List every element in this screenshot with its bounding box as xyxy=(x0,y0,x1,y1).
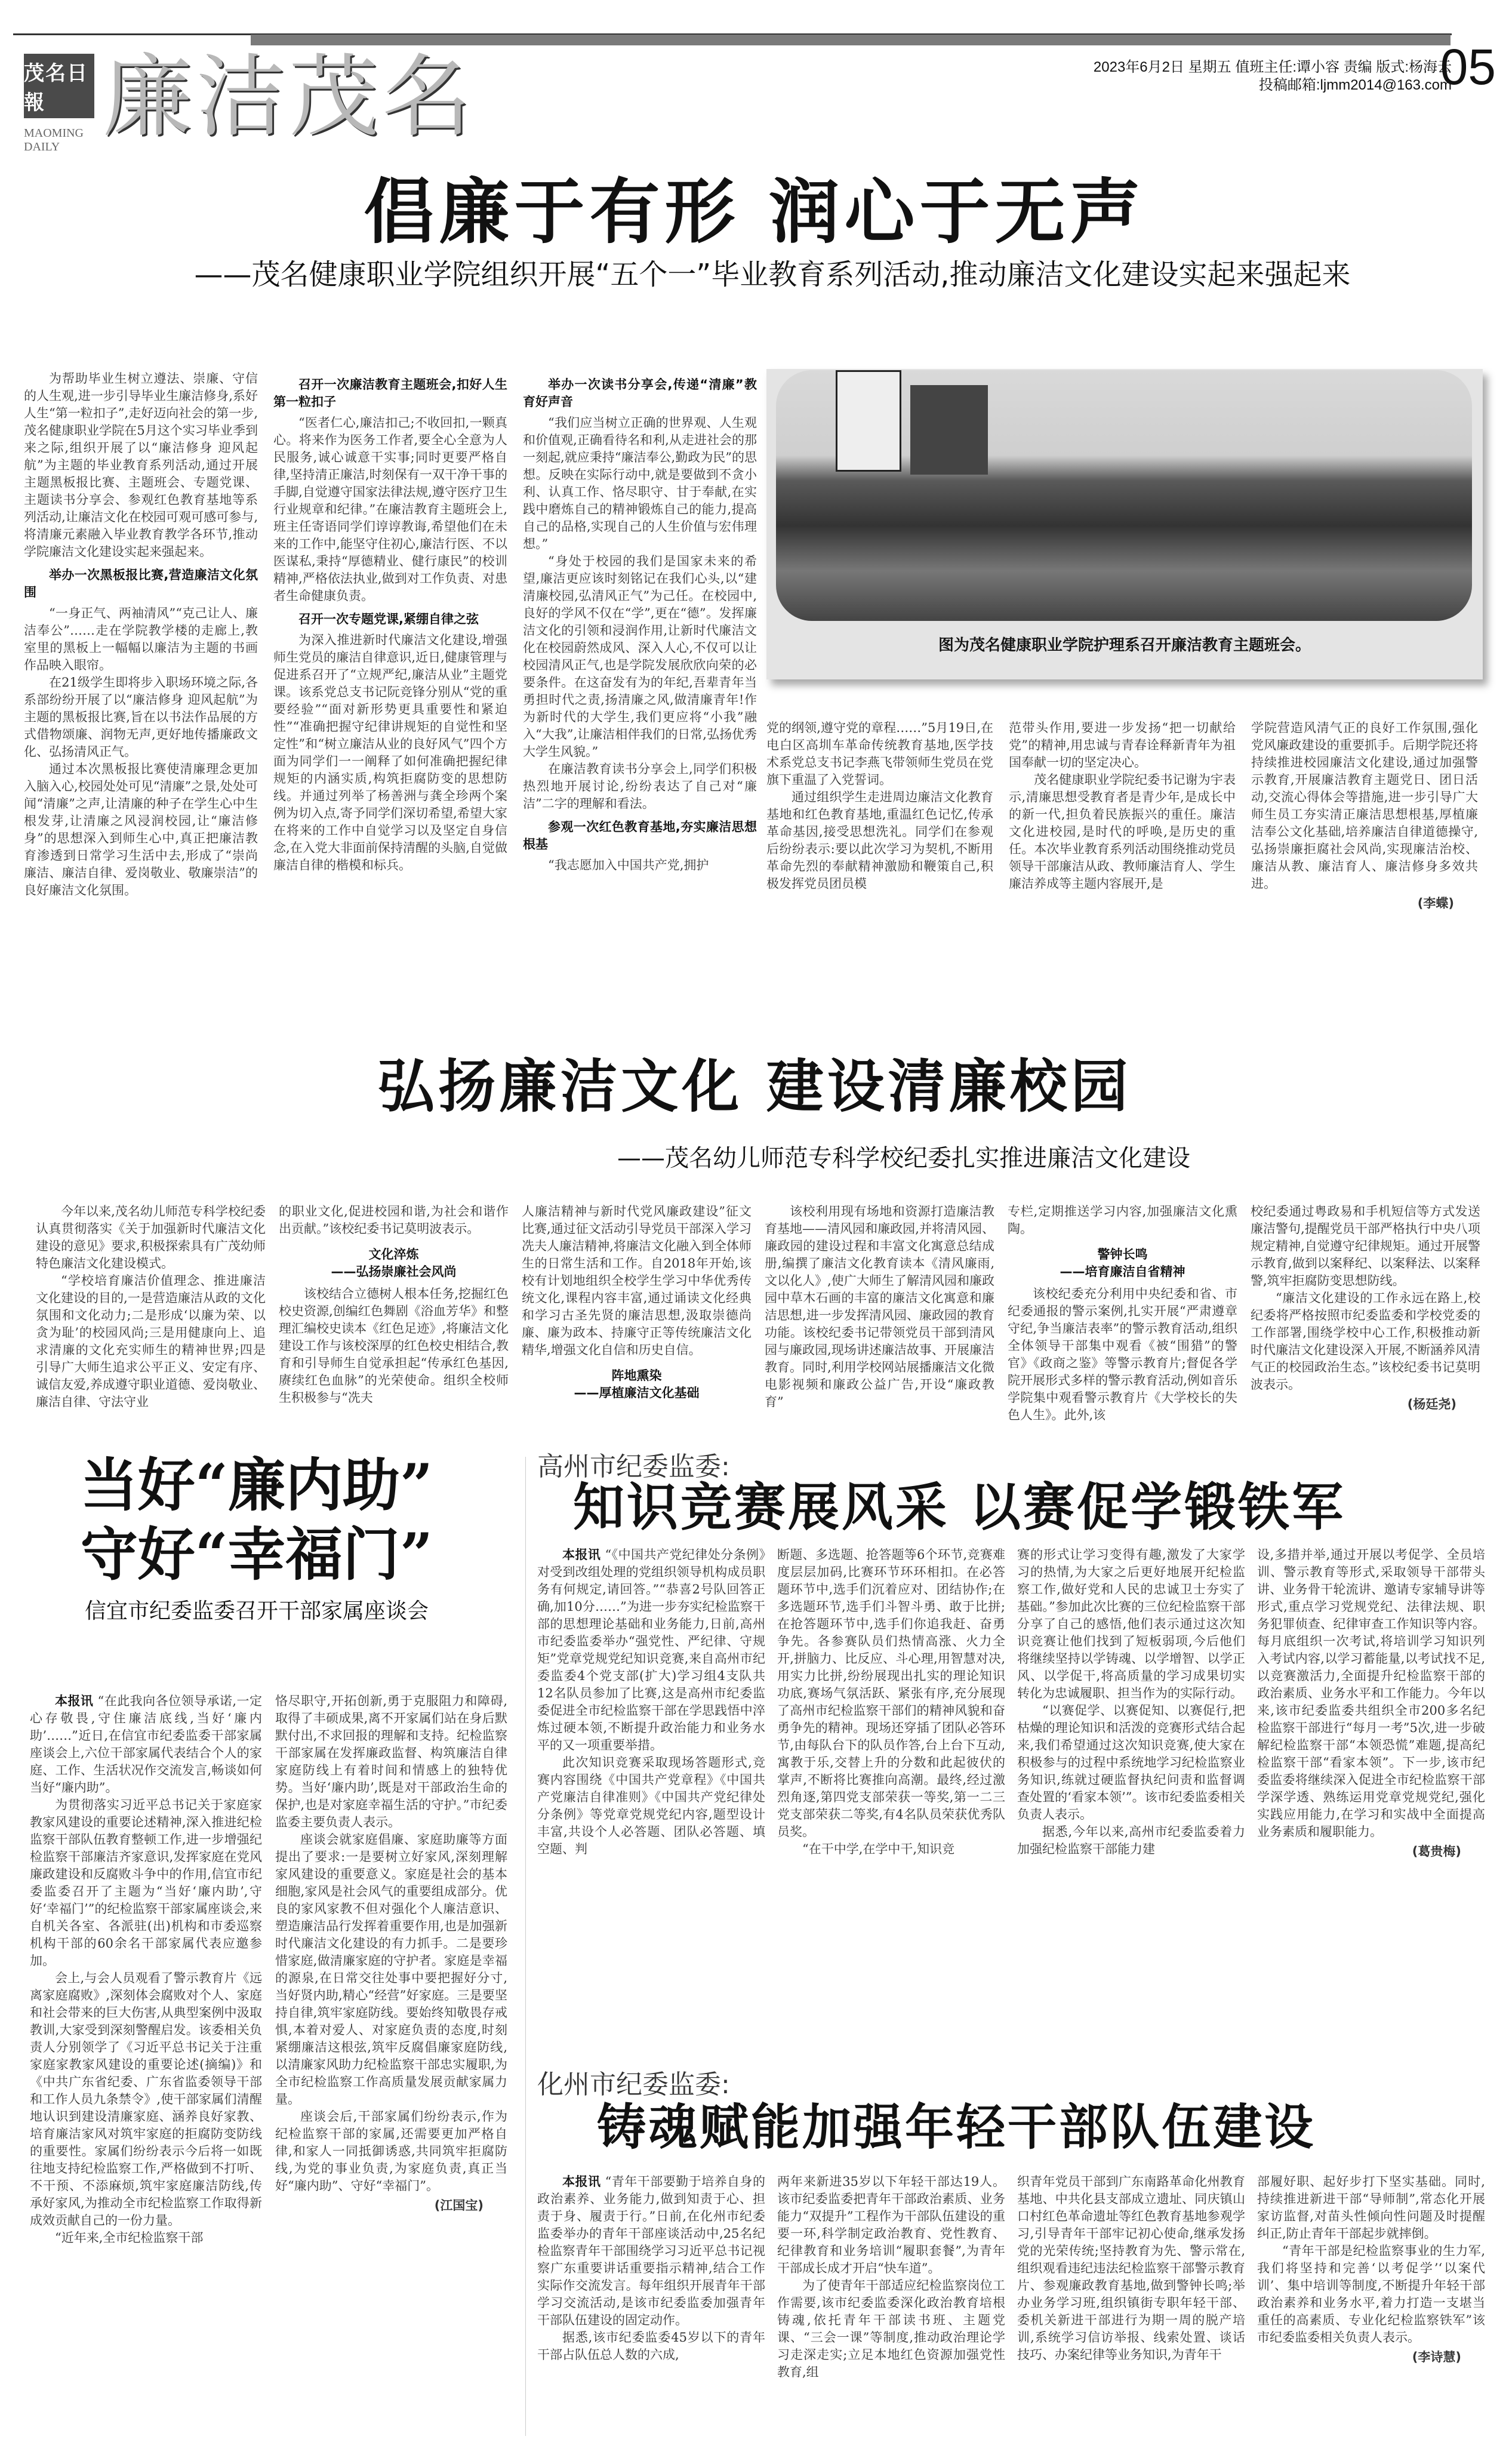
paragraph: 座谈会后,干部家属们纷纷表示,作为纪检监察干部的家属,还需要更加严格自律,和家人一同抵御诱惑,共同筑牢拒腐防线,为党的事业负责,为家庭负责,真正当好“廉内助”、守好“幸福门”。 xyxy=(275,2109,507,2193)
subheading: 举办一次读书分享会,传递“清廉”教育好声音 xyxy=(523,377,757,409)
paragraph-text: “青年干部要勤于培养自身的政治素养、业务能力,做到知责于心、担责于身、履责于行。”日前,在化州市纪委监委举办的青年干部座谈活动中,25名纪检监察青年干部围绕学习习近平总书记视察广东重要讲话重要指示精神,结合工作实际作交流发言。每年组织开展青年干部学习交流活动,是该市纪委监委加强青年干部队伍建设的固定动作。 xyxy=(537,2174,765,2327)
subheading xyxy=(279,1246,509,1281)
paragraph: 为贯彻落实习近平总书记关于家庭家教家风建设的重要论述精神,深入推进纪检监察干部队伍教育整顿工作,进一步增强纪检监察干部廉洁齐家意识,发挥家庭在党风廉政建设和反腐败斗争中的作用,信宜市纪委监委召开了主题为“当好‘廉内助’,守好‘幸福门’”的纪检监察干部家属座谈会,来自机关各室、各派驻(出)机构和市委巡察机构干部的60余名干部家属代表应邀参加。 xyxy=(30,1798,262,1968)
top-band-divider xyxy=(251,35,1451,45)
byline: (江国宝) xyxy=(434,2198,484,2213)
paragraph: 范带头作用,要进一步发扬“把一切献给党”的精神,用忠诚与青春诠释新青年为祖国奉献一切的坚定决心。 xyxy=(1009,721,1236,770)
article5-kicker: 化州市纪委监委: xyxy=(537,2069,730,2100)
article4-column-1 xyxy=(537,1546,765,2018)
paragraph: 据悉,该市纪委监委45岁以下的青年干部占队伍总人数的六成, xyxy=(537,2330,765,2362)
paragraph: 今年以来,茂名幼儿师范专科学校纪委认真贯彻落实《关于加强新时代廉洁文化建设的意见》要求,积极探索具有广茂幼师特色廉洁文化建设模式。 xyxy=(36,1204,266,1271)
date-editor-line: 2023年6月2日 星期五 值班主任:谭小容 责编 版式:杨海云 xyxy=(1093,59,1452,75)
article3-columns xyxy=(30,1693,507,2451)
paragraph: “学校培育廉洁价值理念、推进廉洁文化建设的目的,一是营造廉洁从政的文化氛围和文化动力;二是形成‘以廉为荣、以贪为耻’的校园风尚;三是用健康向上、追求清廉的文化充实师生的精神世界;四是引导广大师生追求公平正义、安定有序、诚信友爱,养成遵守职业道德、爱岗敬业、廉洁自律、守法守业 xyxy=(36,1273,266,1409)
lead-label: 本报讯 xyxy=(55,1694,94,1708)
subheading-subtitle: ——培育廉洁自省精神 xyxy=(1060,1265,1185,1279)
paragraph: 为了使青年干部适应纪检监察岗位工作需要,该市纪委监委深化政治教育培根铸魂,依托青年干部读书班、主题党课、“三会一课”等制度,推动政治理论学习走深走实;立足本地红色资源加强党性教育,组 xyxy=(777,2278,1005,2379)
article3-subheadline: 信宜市纪委监委召开干部家属座谈会 xyxy=(84,1599,429,1623)
section-title: 廉洁茂名 xyxy=(103,45,476,149)
article1-columns-top xyxy=(24,370,758,1015)
paragraph: 此次知识竞赛采取现场答题形式,竞赛内容围绕《中国共产党章程》《中国共产党廉洁自律准则》《中国共产党纪律处分条例》等党章党规党纪内容,题型设计丰富,共设个人必答题、团队必答题、填空题、判 xyxy=(537,1755,765,1856)
paragraph: 两年来新进35岁以下年轻干部达19人。该市纪委监委把青年干部政治素质、业务能力“双提升”工程作为干部队伍建设的重要一环,科学制定政治教育、党性教育、纪律教育和业务培训“履职套餐”,为青年干部成长成才开启“快车道”。 xyxy=(777,2174,1005,2275)
byline: (李诗慧) xyxy=(1412,2350,1461,2364)
article2-column-3 xyxy=(522,1203,752,1442)
headline-line-2: 守好“幸福门” xyxy=(80,1521,433,1588)
paragraph: 茂名健康职业学院纪委书记谢为宇表示,清廉思想受教育者是青少年,是成长中的新一代,担负着民族振兴的重任。廉洁文化进校园,是时代的呼唤,是历史的重任。本次毕业教育系列活动围绕推动党员领导干部廉洁从政、教师廉洁育人、学生廉洁养成等主题内容展开,是 xyxy=(1009,773,1236,891)
paragraph xyxy=(537,1546,765,1754)
paragraph: 在21级学生即将步入职场环境之际,各系部纷纷开展了以“廉洁修身 迎风起航”为主题的黑板报比赛,旨在以书法作品展的方式借物颂廉、润物无声,更好地传播廉政文化、弘扬清风正气。 xyxy=(24,675,258,759)
subheading-subtitle: ——弘扬崇廉社会风尚 xyxy=(331,1265,457,1279)
headline-line-1: 当好“廉内助” xyxy=(80,1451,433,1519)
article2-column-5 xyxy=(1008,1203,1237,1442)
submission-email: 投稿邮箱:ljmm2014@163.com xyxy=(1258,77,1452,93)
paragraph: “医者仁心,廉洁扣己;不收回扣,一颗真心。将来作为医务工作者,要全心全意为人民服务,诚心诚意干实事;同时更要严格自律,坚持清正廉洁,时刻保有一双干净干事的手脚,自觉遵守国家法律法规,遵守医疗卫生行业规章和纪律。”在廉洁教育主题班会上,班主任寄语同学们谆谆教诲,希望他们在未来的工作中,能坚守住初心,廉洁行医、不以医谋私,秉持“厚德精业、健行康民”的校训精神,严格依法执业,做到对工作负责、对患者生命健康负责。 xyxy=(273,416,507,603)
byline: (葛贵梅) xyxy=(1412,1844,1461,1859)
article2-headline: 弘扬廉洁文化 建设清廉校园 xyxy=(377,1053,1132,1120)
paragraph-text: “在此我向各位领导承诺,一定心存敬畏,守住廉洁底线,当好‘廉内助’……”近日,在信宜市纪委监委干部家属座谈会上,六位干部家属代表结合个人的家庭、工作、生活状况作交流发言,畅谈如何当好“廉内助”。 xyxy=(30,1694,262,1795)
subheading: 召开一次专题党课,紧绷自律之弦 xyxy=(298,612,479,626)
article1-column-3 xyxy=(523,370,757,1015)
article5-columns xyxy=(537,2173,1486,2454)
dateline xyxy=(1094,59,1452,94)
article2-column-2 xyxy=(279,1203,509,1442)
classroom-photo xyxy=(776,370,1472,621)
paragraph: 学院营造风清气正的良好工作氛围,强化党风廉政建设的重要抓手。后期学院还将持续推进校园廉洁文化建设,通过加强警示教育,开展廉洁教育主题党日、团日活动,交流心得体会等措施,进一步引导广大师生员工夯实清正廉洁思想根基,厚植廉洁奉公文化基础,培养廉洁自律道德操守,弘扬崇廉拒腐社会风尚,实现廉洁治校、廉洁从教、廉洁育人、廉洁修身多效共进。 xyxy=(1251,721,1478,891)
paragraph: 座谈会就家庭倡廉、家庭助廉等方面提出了要求:一是要树立好家风,深刻理解家风建设的重要意义。家庭是社会的基本细胞,家风是社会风气的重要组成部分。优良的家风家教不但对强化个人廉洁意识、塑造廉洁品行发挥着重要作用,也是加强新时代廉洁文化建设的有力抓手。二是要珍惜家庭,做清廉家庭的守护者。家庭是幸福的源泉,在日常交往处事中要把握好分寸,当好贤内助,精心“经营”好家庭。三是要坚持自律,筑牢家庭防线。要始终知敬畏存戒惧,本着对爱人、对家庭负责的态度,时刻紧绷廉洁这根弦,筑牢反腐倡廉家庭防线,以清廉家风助力纪检监察干部忠实履职,为全市纪检监察工作高质量发展贡献家属力量。 xyxy=(275,1832,507,2106)
subheading-title: 警钟长鸣 xyxy=(1097,1247,1148,1262)
masthead xyxy=(0,0,1509,167)
column-divider xyxy=(525,1457,526,2436)
paragraph: 专栏,定期推送学习内容,加强廉洁文化熏陶。 xyxy=(1008,1204,1237,1236)
paragraph: 据悉,今年以来,高州市纪委监委着力加强纪检监察干部能力建 xyxy=(1017,1825,1245,1856)
paragraph: 断题、多选题、抢答题等6个环节,竞赛难度层层加码,比赛环节环环相扣。在必答题环节中,选手们沉着应对、团结协作;在多选题环节,选手们斗智斗勇、敢于比拼;在抢答题环节中,选手们你追我赶、奋勇争先。各参赛队员们热情高涨、火力全开,拼脑力、比反应、斗心理,用智慧对决,用实力比拼,纷纷展现出扎实的理论知识功底,赛场气氛活跃、紧张有序,充分展现了高州市纪检监察干部们的精神风貌和奋勇争先的精神。现场还穿插了团队必答环节,由每队台下的队员作答,台上台下互动,寓教于乐,交替上升的分数和此起彼伏的掌声,不断将比赛推向高潮。最终,经过激烈角逐,第四党支部荣获一等奖,第一二三党支部荣获二等奖,有4名队员荣获优秀队员奖。 xyxy=(777,1548,1005,1839)
paragraph: 通过本次黑板报比赛使清廉理念更加入脑入心,校园处处可见“清廉”之景,处处可闻“清廉”之声,让清廉的种子在学生心中生根发芽,让清廉之风浸润校园,让“廉洁修身”的思想深入到师生心中,真正把廉洁教育渗透到日常学习生活中去,形成了“崇尚廉洁、廉洁自律、爱岗敬业、敬廉崇洁”的良好廉洁文化氛围。 xyxy=(24,762,258,897)
byline: (李蝶) xyxy=(1417,896,1454,910)
newspaper-logo xyxy=(24,54,94,118)
subheading-title: 文化淬炼 xyxy=(368,1247,419,1262)
logo-english: MAOMING DAILY xyxy=(24,127,84,153)
paragraph: “我们应当树立正确的世界观、人生观和价值观,正确看待名和利,从走进社会的那一刻起,就应秉持“廉洁奉公,勤政为民”的思想。反映在实际行动中,就是要做到不贪小利、认真工作、恪尽职守、甘于奉献,在实践中磨炼自己的精神锻炼自己的能力,提高自己的品格,实现自己的人生价值与宏伟理想。” xyxy=(523,416,757,551)
paragraph: 该校利用现有场地和资源打造廉洁教育基地——清风园和廉政园,并将清风园、廉政园的建设过程和丰富文化寓意总结成册,编撰了廉洁文化教育读本《清风廉雨,文以化人》,使广大师生了解清风园和廉政园中草木石画的丰富的廉洁文化寓意和廉洁思想,进一步发挥清风园、廉政园的教育功能。该校纪委书记带领党员干部到清风园与廉政园,现场讲述廉洁故事、开展廉洁教育。同时,利用学校网站展播廉洁文化微电影视频和廉政公益广告,开设“廉政教育” xyxy=(765,1204,994,1409)
paragraph xyxy=(537,2173,765,2329)
paragraph: “以赛促学、以赛促知、以赛促行,把枯燥的理论知识和活泼的竞赛形式结合起来,我们希望通过这次知识竞赛,使大家在积极参与的过程中系统地学习纪检监察业务知识,练就过硬监督执纪问责和监督调查处置的‘看家本领’”。该市纪委监委相关负责人表示。 xyxy=(1017,1703,1245,1822)
byline: (杨廷尧) xyxy=(1407,1397,1456,1411)
paragraph xyxy=(30,1693,262,1797)
subheading-title: 阵地熏染 xyxy=(611,1368,662,1383)
article5-column-1 xyxy=(537,2173,765,2454)
photo-caption: 图为茂名健康职业学院护理系召开廉洁教育主题班会。 xyxy=(938,636,1311,654)
paragraph: 会上,与会人员观看了警示教育片《远离家庭腐败》,深刻体会腐败对个人、家庭和社会带来的巨大伤害,从典型案例中汲取教训,大家受到深刻警醒启发。该委相关负责人分别领学了《习近平总书记关于注重家庭家教家风建设的重要论述(摘编)》和《中共广东省纪委、广东省监委领导干部和工作人员九条禁令》,使干部家属们清醒地认识到建设清廉家庭、涵养良好家教、培育廉洁家风对筑牢家庭的拒腐防变防线的重要性。家属们纷纷表示今后将一如既往地支持纪检监察工作,严格做到不打听、不干预、不添麻烦,筑牢家庭廉洁防线,传承好家风,为推动全市纪检监察工作取得新成效贡献自己的一份力量。 xyxy=(30,1971,262,2228)
paragraph: 校纪委通过粤政易和手机短信等方式发送廉洁警句,提醒党员干部严格执行中央八项规定精神,自觉遵守纪律规矩。通过开展警示教育,做到以案释纪、以案释法、以案释警,筑牢拒腐防变思想防线。 xyxy=(1251,1204,1480,1288)
article4-headline: 知识竞赛展风采 以赛促学锻铁军 xyxy=(573,1477,1345,1537)
paragraph: “一身正气、两袖清风”“克己让人、廉洁奉公”……走在学院教学楼的走廊上,教室里的黑板上一幅幅以廉洁为主题的书画作品映入眼帘。 xyxy=(24,606,258,672)
article4-columns xyxy=(537,1546,1486,2018)
paragraph: 人廉洁精神与新时代党风廉政建设”征文比赛,通过征文活动引导党员干部深入学习冼夫人廉洁精神,将廉洁文化融入到全体师生的日常生活和工作。自2018年开始,该校有计划地组织全校学生学习中华优秀传统文化,课程内容丰富,通过诵读文化经典和学习古圣先贤的廉洁思想,汲取崇德尚廉、廉为政本、持廉守正等传统廉洁文化精华,增强文化自信和历史自信。 xyxy=(522,1204,752,1357)
paragraph: “身处于校园的我们是国家未来的希望,廉洁更应该时刻铭记在我们心头,以“建清廉校园,弘清风正气”为己任。在校园中,良好的学风不仅在“学”,更在“德”。发挥廉洁文化的引领和浸润作用,让新时代廉洁文化在校园蔚然成风、深入人心,不仅可以让校园清风正气,也是学院发展欣欣向荣的必要条件。在这奋发有为的年纪,吾辈青年当勇担时代之责,扬清廉之风,做清廉青年!作为新时代的大学生,我们更应将“小我”融入“大我”,让廉洁相伴我们的日常,弘扬优秀大学生风貌。” xyxy=(523,554,757,759)
paragraph: 赛的形式让学习变得有趣,激发了大家学习的热情,为大家之后更好地展开纪检监察工作,做好党和人民的忠诚卫士夯实了基础。”参加此次比赛的三位纪检监察干部分享了自己的感悟,他们表示通过这次知识竞赛让他们找到了短板弱项,今后他们将继续坚持以学铸魂、以学增智、以学正风、以学促干,将高质量的学习成果切实转化为忠诚履职、担当作为的实际行动。 xyxy=(1017,1548,1245,1700)
paragraph: 该校结合立德树人根本任务,挖掘红色校史资源,创编红色舞剧《浴血芳华》和整理汇编校史读本《红色足迹》,将廉洁文化建设工作与该校深厚的红色校史相结合,教育和引导师生自觉承担起“传承红色基因,赓续红色血脉”的光荣使命。组织全校师生积极参与“冼夫 xyxy=(279,1287,509,1405)
paragraph: “在干中学,在学中干,知识竞 xyxy=(802,1842,955,1856)
subheading xyxy=(1008,1246,1237,1281)
article2-column-4 xyxy=(765,1203,994,1442)
article2-columns xyxy=(36,1203,1486,1442)
paragraph: 党的纲领,遵守党的章程……”5月19日,在电白区高圳车革命传统教育基地,医学技术系党总支书记李燕飞带领师生党员在党旗下重温了入党誓词。 xyxy=(766,721,993,787)
article1-column-2 xyxy=(273,370,507,1015)
article1-columns-bottom xyxy=(766,719,1483,1012)
projector-screen xyxy=(836,370,901,472)
article1-headline: 倡廉于有形 润心于无声 xyxy=(364,171,1145,253)
paragraph: “近年来,全市纪检监察干部 xyxy=(55,2231,204,2245)
page-number: 05 xyxy=(1440,39,1496,95)
paragraph: “廉洁文化建设的工作永远在路上,校纪委将严格按照市纪委监委和学校党委的工作部署,围绕学校中心工作,积极推动新时代廉洁文化建设深入开展,不断涵养风清气正的校园政治生态。”该校纪委书记莫明波表示。 xyxy=(1251,1291,1480,1392)
lead-label: 本报讯 xyxy=(562,1548,601,1562)
paragraph: “青年干部是纪检监察事业的生力军,我们将坚持和完善‘以考促学’‘以案代训’、集中培训等制度,不断提升年轻干部政治素养和业务水平,着力打造一支堪当重任的高素质、专业化纪检监察铁军”该市纪委监委相关负责人表示。 xyxy=(1257,2244,1485,2345)
paragraph: 为深入推进新时代廉洁文化建设,增强师生党员的廉洁自律意识,近日,健康管理与促进系召开了“立规严纪,廉洁从业”主题党课。该系党总支书记阮竞锋分别从“党的重要经验”“面对新形势更具重要性和紧迫性”“准确把握守纪律讲规矩的自觉性和坚定性”和“树立廉洁从业的良好风气”四个方面为同学们一一阐释了如何准确把握纪律规矩的内涵实质,构筑拒腐防变的思想防线。并通过列举了杨善洲与龚全珍两个案例为切入点,寄予同学们深切希望,希望大家在将来的工作中自觉学习以及坚定自身信念,在入党大非面前保持清醒的头脑,自觉做廉洁自律的楷模和标兵。 xyxy=(273,633,507,872)
article4-column-2 xyxy=(777,1546,1005,2018)
article2-column-6 xyxy=(1251,1203,1480,1442)
article1-column-5 xyxy=(1009,719,1236,1012)
paragraph: 在廉洁教育读书分享会上,同学们积极热烈地开展讨论,纷纷表达了自己对“廉洁”二字的理解和看法。 xyxy=(523,762,757,811)
article1-subheadline: ——茂名健康职业学院组织开展“五个一”毕业教育系列活动,推动廉洁文化建设实起来强起来 xyxy=(194,258,1351,291)
article5-column-4 xyxy=(1257,2173,1485,2454)
article3-headline xyxy=(42,1451,472,1589)
article4-kicker: 高州市纪委监委: xyxy=(537,1451,730,1482)
article3-column-2 xyxy=(275,1693,507,2451)
article1-column-6 xyxy=(1251,719,1478,1012)
article4-column-4 xyxy=(1257,1546,1485,2018)
article2-column-1 xyxy=(36,1203,266,1442)
article3-column-1 xyxy=(30,1693,262,2451)
article4-column-3 xyxy=(1017,1546,1245,2018)
subheading-subtitle: ——厚植廉洁文化基础 xyxy=(574,1386,700,1400)
paragraph: 恪尽职守,开拓创新,勇于克服阻力和障碍,取得了丰硕成果,离不开家属们站在身后默默付出,不求回报的理解和支持。纪检监察干部家属在发挥廉政监督、构筑廉洁自律家庭防线上有着时间和情感上的独特优势。当好‘廉内助’,既是对干部政治生命的保护,也是对家庭幸福生活的守护。”市纪委监委主要负责人表示。 xyxy=(275,1694,507,1829)
blackboard xyxy=(910,385,988,475)
article5-headline: 铸魂赋能加强年轻干部队伍建设 xyxy=(597,2099,1316,2156)
subheading xyxy=(522,1367,752,1402)
logo-text: 茂名日報 xyxy=(24,61,88,115)
paragraph: 部履好职、起好步打下坚实基础。同时,持续推进新进干部“导师制”,常态化开展家访监督,对苗头性倾向性问题及时提醒纠正,防止青年干部起步就摔倒。 xyxy=(1257,2174,1485,2241)
lead-label: 本报讯 xyxy=(562,2174,601,2189)
subheading: 参观一次红色教育基地,夯实廉洁思想根基 xyxy=(523,820,757,851)
article5-column-3 xyxy=(1017,2173,1245,2454)
paragraph: “我志愿加入中国共产党,拥护 xyxy=(548,858,709,872)
paragraph-text: “《中国共产党纪律处分条例》对受到改组处理的党组织领导机构成员职务有何规定,请回答。”“恭喜2号队回答正确,加10分……”为进一步夯实纪检监察干部的思想理论基础和业务能力,日前,高州市纪委监委举办“强党性、严纪律、守规矩”党章党规党纪知识竞赛,来自高州市纪委监委4个党支部(扩大)学习组4支队共12名队员参加了比赛,这是高州市纪委监委促进全市纪检监察干部在学思践悟中淬炼过硬本领,不断提升政治能力和业务水平的又一项重要举措。 xyxy=(537,1548,765,1752)
paragraph: 通过组织学生走进周边廉洁文化教育基地和红色教育基地,重温红色记忆,传承革命基因,接受思想洗礼。同学们在参观后纷纷表示:要以此次学习为契机,不断用革命先烈的奉献精神激励和鞭策自己,积极发挥党员团员模 xyxy=(766,790,993,891)
article1-column-1 xyxy=(24,370,258,1015)
article5-column-2 xyxy=(777,2173,1005,2454)
paragraph: 织青年党员干部到广东南路革命化州教育基地、中共化县支部成立遗址、同庆镇山口村红色革命遗址等红色教育基地参观学习,引导青年干部牢记初心使命,继承发扬党的光荣传统;坚持教育为先、警示常在,组织观看违纪违法纪检监察干部警示教育片、参观廉政教育基地,做到警钟长鸣;举办业务学习班,组织镇街专职年轻干部、委机关新进干部进行为期一周的脱产培训,系统学习信访举报、线索处置、谈话技巧、办案纪律等业务知识,为青年干 xyxy=(1017,2174,1245,2362)
paragraph: 该校纪委充分利用中央纪委和省、市纪委通报的警示案例,扎实开展“严肃遵章守纪,争当廉洁表率”的警示教育活动,组织全体领导干部集中观看《被“围猎”的警官》《政商之鉴》等警示教育片;督促各学院开展形式多样的警示教育活动,例如音乐学院集中观看警示教育片《大学校长的失色人生》。此外,该 xyxy=(1008,1287,1237,1422)
paragraph: 为帮助毕业生树立遵法、崇廉、守信的人生观,进一步引导毕业生廉洁修身,系好人生“第一粒扣子”,走好迈向社会的第一步,茂名健康职业学院在5月这个实习毕业季到来之际,组织开展了以“廉洁修身 迎风起航”为主题的毕业教育系列活动,通过开展主题黑板报比赛、主题班会、专题党课、主题读书分享会、参观红色教育基地等系列活动,让廉洁文化在校园可观可感可参与,将清廉元素融入毕业教育教学各环节,推动学院廉洁文化建设实起来强起来。 xyxy=(24,371,258,559)
paragraph: 的职业文化,促进校园和谐,为社会和谐作出贡献。”该校纪委书记莫明波表示。 xyxy=(279,1204,509,1236)
subheading: 召开一次廉洁教育主题班会,扣好人生第一粒扣子 xyxy=(273,377,507,409)
paragraph: 设,多措并举,通过开展以考促学、全员培训、警示教育等形式,采取领导干部带头讲、业务骨干轮流讲、邀请专家辅导讲等形式,重点学习党规党纪、法律法规、职务犯罪侦查、纪律审查工作知识等内容。每月底组织一次考试,将培训学习知识列入考试内容,以学习蓄能量,以考试找不足,以竞赛激活力,全面提升纪检监察干部的政治素质、业务水平和工作能力。今年以来,该市纪委监委共组织全市200多名纪检监察干部进行“每月一考”5次,进一步破解纪检监察干部“本领恐慌”难题,提高纪检监察干部“看家本领”。下一步,该市纪委监委将继续深入促进全市纪检监察干部学深学透、熟练运用党章党规党纪,强化实践应用能力,在学习和实战中全面提高业务素质和履职能力。 xyxy=(1257,1548,1485,1839)
subheading: 举办一次黑板报比赛,营造廉洁文化氛围 xyxy=(24,568,258,599)
article1-column-4 xyxy=(766,719,993,1012)
article2-subheadline: ——茂名幼儿师范专科学校纪委扎实推进廉洁文化建设 xyxy=(617,1145,1190,1172)
